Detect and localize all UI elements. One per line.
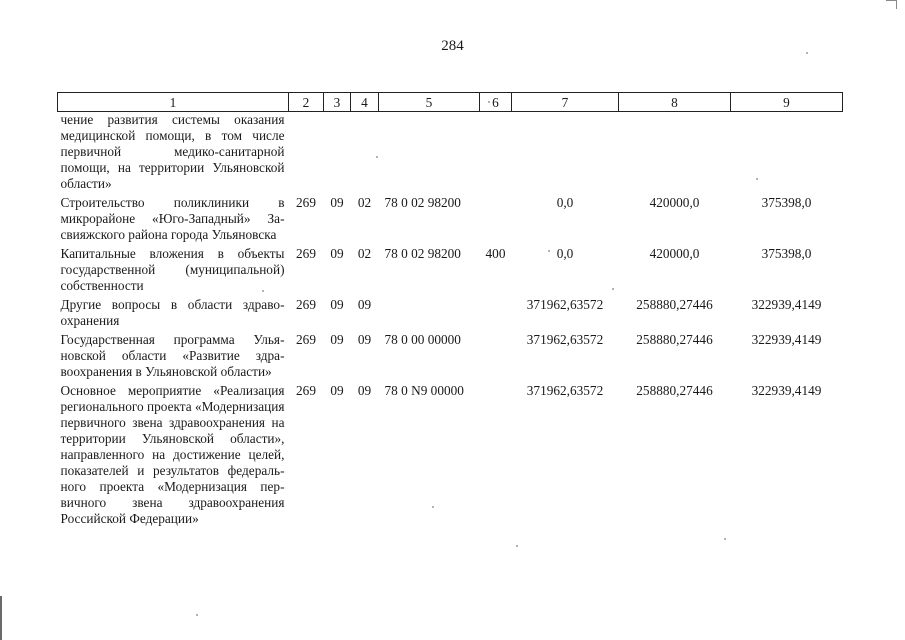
- row-target-article: 78 0 00 00000: [384, 332, 461, 347]
- row-ministry-code: 269: [296, 195, 316, 210]
- row-section-code: [324, 112, 351, 196]
- row-target-article: [379, 112, 480, 196]
- row-amount-col9: 322939,4149: [751, 332, 822, 347]
- row-ministry-code: 269: [296, 246, 316, 261]
- scan-speck: [612, 288, 614, 290]
- row-name: Основное мероприятие «Реализация регионального проекта «Модернизация первичного звена здравоохранения на территории Ульяновской области», направленного на достижение целей, показателей и результатов федерального проекта «Модернизация первичного звена здравоохранения Российской Федерации»: [60, 383, 285, 526]
- row-subsection-code: 02: [357, 246, 372, 261]
- scan-speck: [806, 52, 808, 54]
- row-amount-col7: 371962,63572: [526, 297, 604, 312]
- row-name: Государственная программа Ульяновской области «Развитие здравоохранения в Ульяновской области»: [60, 332, 285, 379]
- header-col-6: 6: [480, 93, 512, 112]
- header-col-4: 4: [351, 93, 379, 112]
- row-expense-type: 400: [485, 246, 506, 261]
- row-expense-type: [480, 297, 512, 332]
- row-amount-col9: [731, 112, 843, 196]
- row-target-article: 78 0 02 98200: [384, 195, 461, 210]
- budget-table: [57, 92, 843, 530]
- row-name: Капитальные вложения в объекты государственной (муниципальной) собственности: [60, 246, 285, 293]
- row-ministry-code: 269: [296, 332, 316, 347]
- row-subsection-code: 02: [357, 195, 372, 210]
- page-number: 284: [441, 38, 464, 54]
- scan-speck: [196, 614, 198, 616]
- row-amount-col7: 371962,63572: [526, 332, 604, 347]
- row-section-code: 09: [330, 246, 344, 261]
- row-target-article: 78 0 02 98200: [384, 246, 461, 261]
- row-name: Строительство поликлиники в микрорайоне «Юго-Западный» Засвияжского района города Ульяновска: [60, 195, 285, 242]
- table-row: [58, 383, 843, 530]
- row-ministry-code: 269: [296, 383, 316, 398]
- row-subsection-code: 09: [357, 332, 372, 347]
- row-expense-type: [480, 112, 512, 196]
- header-col-9: 9: [731, 93, 843, 112]
- row-name: Другие вопросы в области здравоохранения: [60, 297, 285, 328]
- scan-speck: [432, 506, 434, 508]
- row-section-code: 09: [330, 297, 344, 312]
- row-amount-col9: 375398,0: [761, 195, 812, 210]
- table-row: [58, 332, 843, 383]
- scan-speck: [756, 178, 758, 180]
- table-row: [58, 297, 843, 332]
- header-col-5: 5: [379, 93, 480, 112]
- row-section-code: 09: [330, 332, 344, 347]
- row-amount-col8: 258880,27446: [636, 383, 713, 398]
- row-amount-col7: 0,0: [556, 246, 574, 261]
- row-target-article: 78 0 N9 00000: [384, 383, 464, 398]
- row-name: чение развития системы оказания медицинской помощи, в том числе первичной медико-санитарной помощи, на территории Ульяновской области»: [60, 112, 285, 191]
- row-ministry-code: [289, 112, 324, 196]
- row-expense-type: [480, 195, 512, 246]
- row-amount-col9: 375398,0: [761, 246, 812, 261]
- scan-speck: [488, 101, 490, 103]
- header-col-8: 8: [619, 93, 731, 112]
- row-amount-col9: 322939,4149: [751, 383, 822, 398]
- row-amount-col8: 420000,0: [649, 195, 700, 210]
- scan-edge-shadow: [0, 596, 2, 640]
- row-ministry-code: 269: [296, 297, 316, 312]
- scan-corner-mark: [886, 0, 897, 9]
- row-subsection-code: [351, 112, 379, 196]
- row-amount-col8: [619, 112, 731, 196]
- row-subsection-code: 09: [357, 297, 372, 312]
- header-col-2: 2: [289, 93, 324, 112]
- scan-speck: [516, 545, 518, 547]
- table-row: [58, 195, 843, 246]
- scan-speck: [548, 250, 550, 252]
- table-header-row: [58, 93, 843, 112]
- row-expense-type: [480, 332, 512, 383]
- scan-speck: [376, 156, 378, 158]
- row-target-article: [379, 297, 480, 332]
- scan-speck: [262, 290, 264, 292]
- table-row: [58, 246, 843, 297]
- row-amount-col7: 371962,63572: [526, 383, 604, 398]
- row-subsection-code: 09: [357, 383, 372, 398]
- row-amount-col9: 322939,4149: [751, 297, 822, 312]
- header-col-1: 1: [58, 93, 289, 112]
- row-amount-col8: 420000,0: [649, 246, 700, 261]
- table-row: [58, 112, 843, 196]
- header-col-7: 7: [512, 93, 619, 112]
- row-amount-col7: 0,0: [556, 195, 574, 210]
- row-amount-col8: 258880,27446: [636, 297, 713, 312]
- scan-speck: [724, 538, 726, 540]
- header-col-3: 3: [324, 93, 351, 112]
- row-section-code: 09: [330, 195, 344, 210]
- row-amount-col8: 258880,27446: [636, 332, 713, 347]
- row-amount-col7: [512, 112, 619, 196]
- row-section-code: 09: [330, 383, 344, 398]
- row-expense-type: [480, 383, 512, 530]
